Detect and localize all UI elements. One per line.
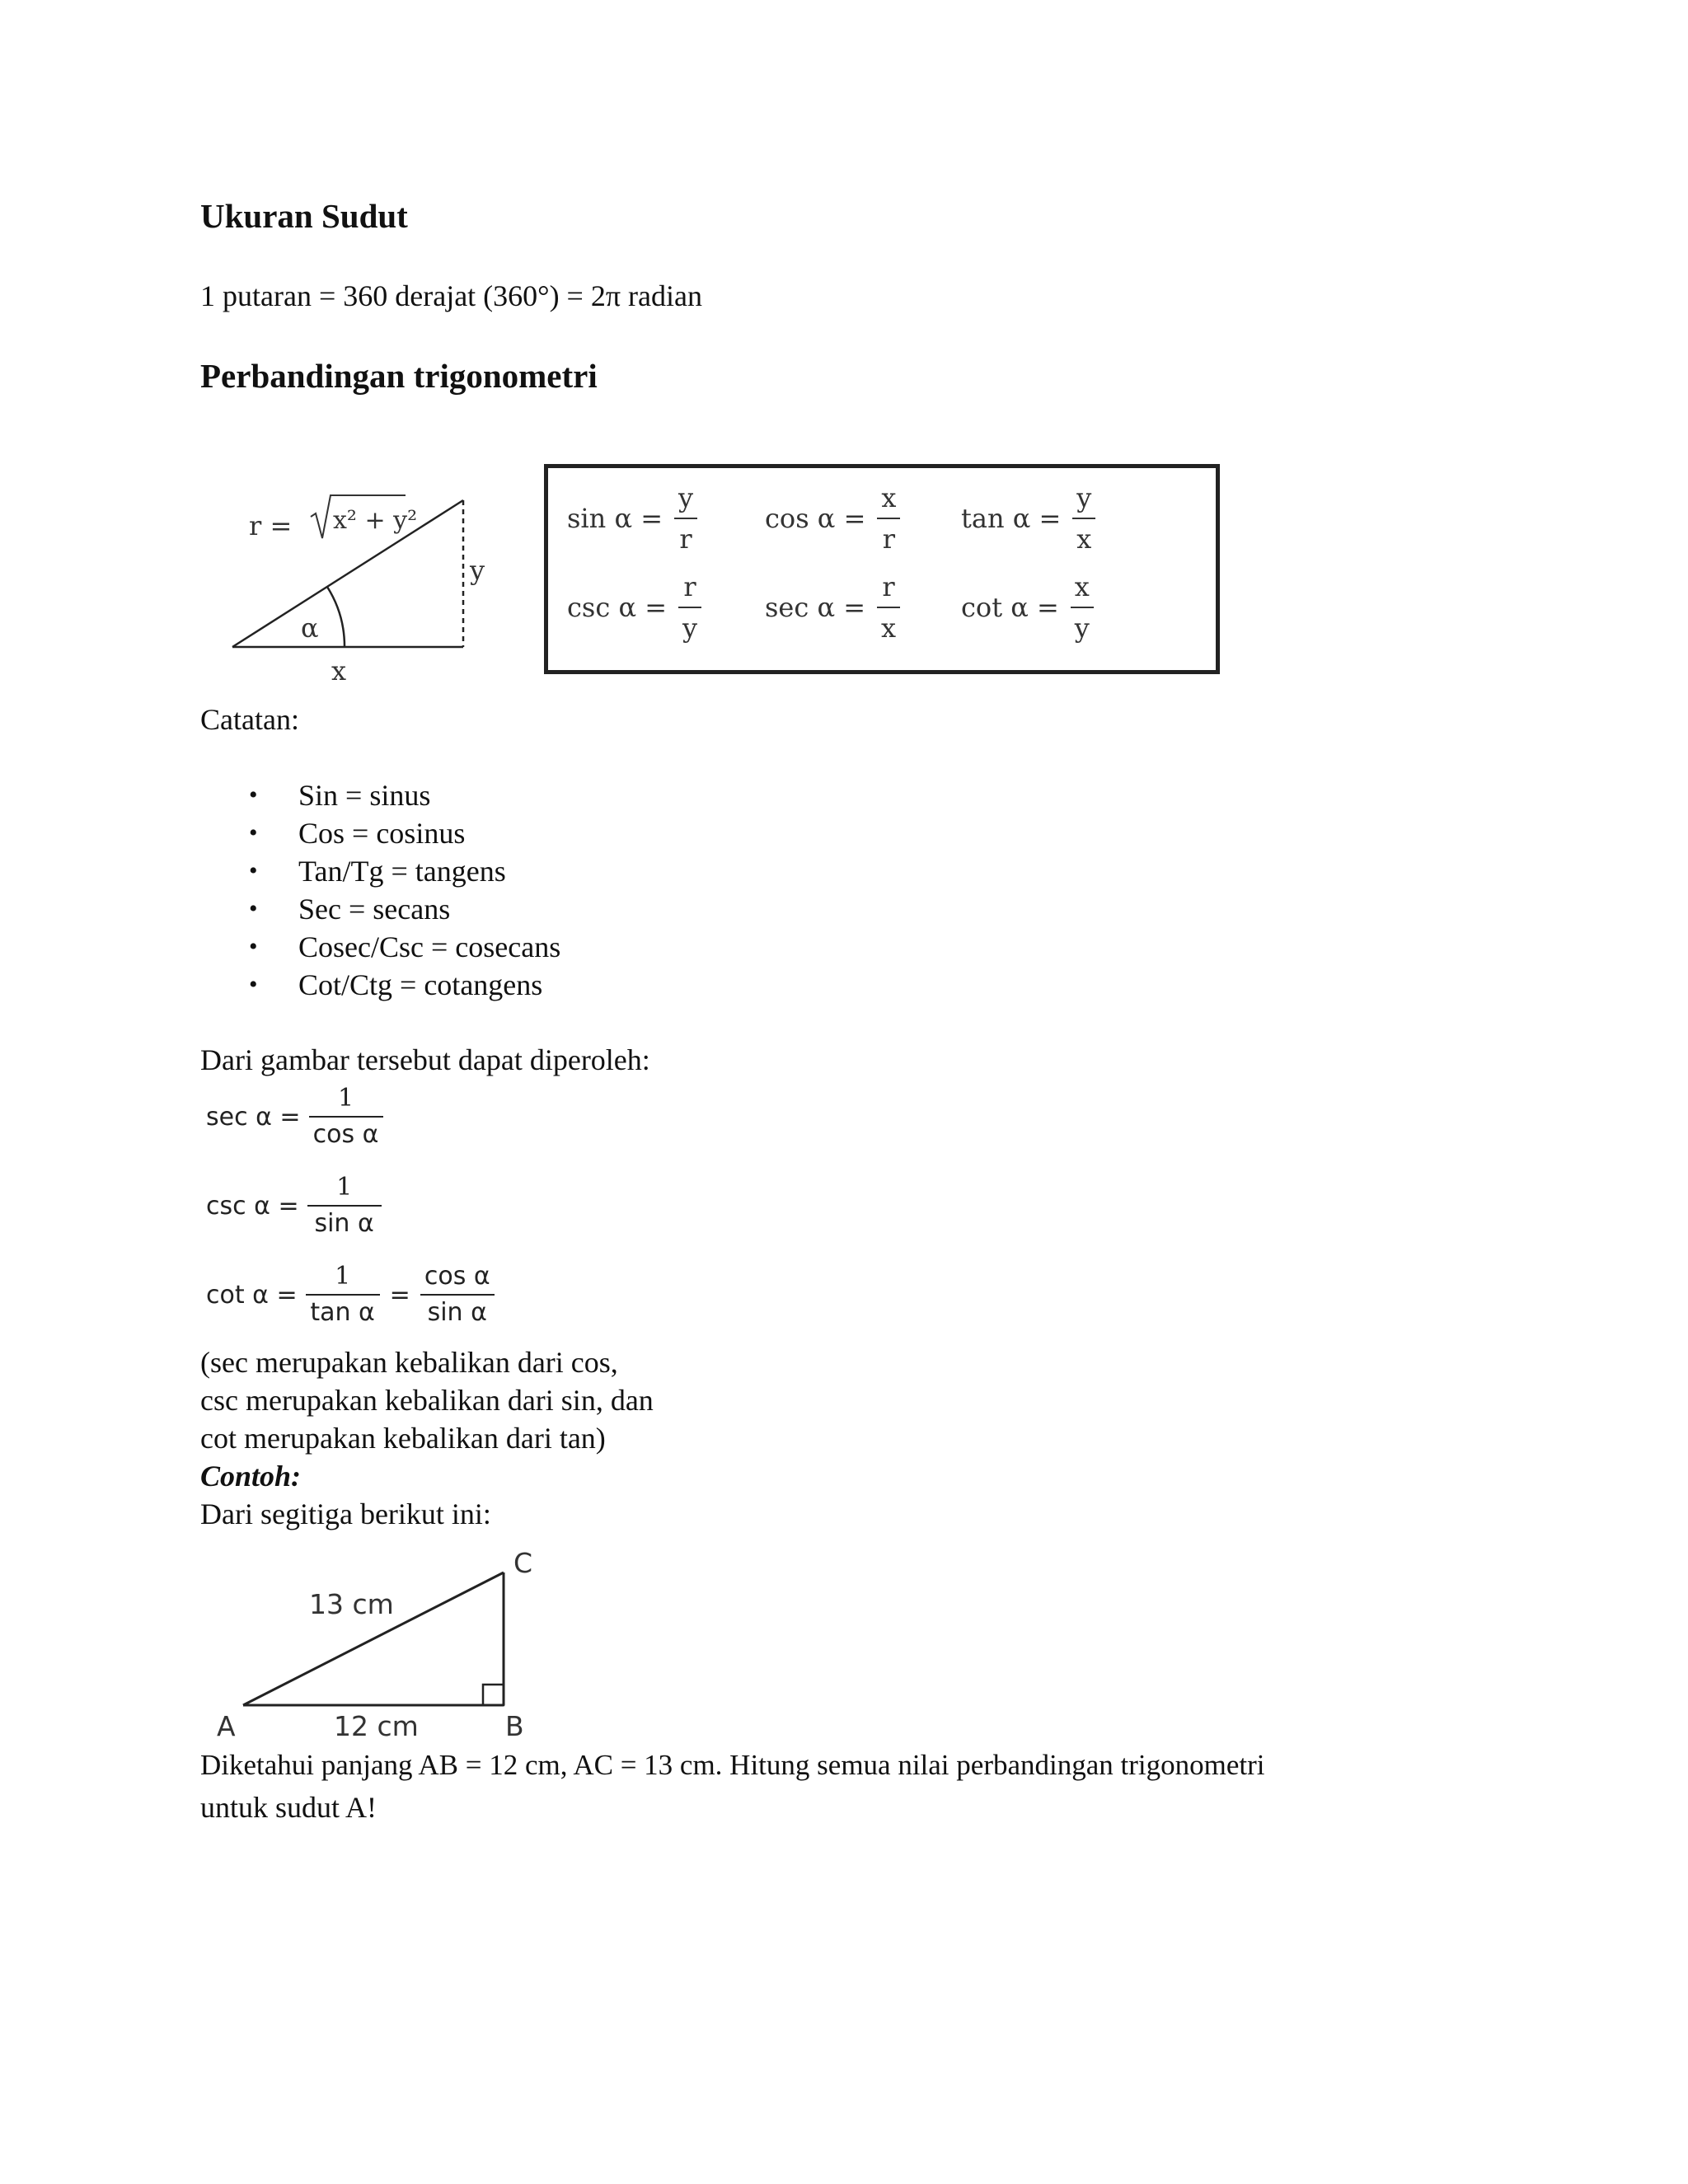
notes-heading: Catatan: bbox=[200, 703, 299, 736]
ratio-cot-num: x bbox=[1074, 571, 1090, 602]
vertex-c-label: C bbox=[513, 1547, 533, 1579]
note-text: Tan/Tg = tangens bbox=[298, 855, 506, 888]
formula-csc-den: sin α bbox=[314, 1209, 374, 1238]
ratio-csc-num: r bbox=[683, 571, 696, 602]
note-text: Sin = sinus bbox=[298, 779, 431, 812]
vertex-b-label: B bbox=[505, 1710, 524, 1742]
formula-sec-den: cos α bbox=[312, 1120, 379, 1149]
list-item bbox=[249, 928, 561, 966]
explanation-line: (sec merupakan kebalikan dari cos, bbox=[200, 1346, 618, 1379]
ratio-sec-den: x bbox=[881, 612, 897, 644]
ratio-cot-den: y bbox=[1074, 612, 1090, 644]
ratio-csc-lhs: csc α = bbox=[567, 592, 668, 623]
ratio-cos-lhs: cos α = bbox=[765, 503, 866, 534]
ratio-sin bbox=[567, 482, 697, 555]
sqrt-expression: x² + y² bbox=[333, 506, 418, 535]
bullet-icon: • bbox=[249, 895, 258, 922]
problem-line: untuk sudut A! bbox=[200, 1791, 377, 1824]
formula-sec-lhs: sec α = bbox=[206, 1102, 301, 1132]
ratio-sin-den: r bbox=[679, 523, 692, 555]
derived-intro: Dari gambar tersebut dapat diperoleh: bbox=[200, 1043, 650, 1076]
formula-cot bbox=[206, 1264, 495, 1325]
alpha-arc bbox=[327, 587, 345, 647]
ratio-sec-num: r bbox=[882, 571, 895, 602]
note-text: Cosec/Csc = cosecans bbox=[298, 930, 561, 963]
example-intro: Dari segitiga berikut ini: bbox=[200, 1497, 491, 1530]
ratio-cot-lhs: cot α = bbox=[961, 592, 1059, 623]
ratio-csc-den: y bbox=[682, 612, 698, 644]
formula-cot-num2: cos α bbox=[424, 1262, 490, 1291]
bullet-icon: • bbox=[249, 933, 258, 960]
x-label: x bbox=[331, 655, 347, 687]
ratio-tan bbox=[961, 482, 1095, 555]
bullet-icon: • bbox=[249, 971, 258, 998]
list-item bbox=[249, 776, 560, 814]
ratio-sec-lhs: sec α = bbox=[765, 592, 866, 623]
formula-cot-den2: sin α bbox=[427, 1298, 487, 1327]
right-angle-marker bbox=[483, 1685, 504, 1705]
hypotenuse-label: 13 cm bbox=[309, 1588, 394, 1620]
problem-line: Diketahui panjang AB = 12 cm, AC = 13 cm. Hitung semua nilai perbandingan trigonometri bbox=[200, 1749, 1265, 1781]
section-title-ukuran-sudut: Ukuran Sudut bbox=[200, 197, 408, 235]
explanation-line: csc merupakan kebalikan dari sin, dan bbox=[200, 1384, 654, 1417]
note-text: Sec = secans bbox=[298, 893, 451, 926]
ratio-sin-lhs: sin α = bbox=[567, 503, 663, 534]
triangle-diagram-general bbox=[223, 490, 519, 696]
formula-cot-den: tan α bbox=[310, 1298, 375, 1327]
y-label: y bbox=[470, 555, 485, 586]
formula-csc-lhs: csc α = bbox=[206, 1191, 299, 1221]
formula-sec-num: 1 bbox=[338, 1084, 354, 1113]
explanation-line: cot merupakan kebalikan dari tan) bbox=[200, 1422, 606, 1455]
formula-csc bbox=[206, 1175, 382, 1236]
ratio-cos-num: x bbox=[881, 482, 897, 513]
ratio-sin-num: y bbox=[678, 482, 694, 513]
triangle-diagram-abc bbox=[210, 1545, 556, 1751]
list-item bbox=[249, 852, 560, 890]
r-label: r = bbox=[249, 510, 293, 541]
angle-measure-line: 1 putaran = 360 derajat (360°) = 2π radian bbox=[200, 279, 702, 312]
ratio-tan-num: y bbox=[1076, 482, 1092, 513]
ratio-csc bbox=[567, 571, 701, 644]
section-title-perbandingan: Perbandingan trigonometri bbox=[200, 357, 598, 395]
list-item bbox=[249, 966, 560, 1004]
ratio-tan-den: x bbox=[1076, 523, 1092, 555]
note-text: Cos = cosinus bbox=[298, 817, 466, 850]
ratio-sec bbox=[765, 571, 900, 644]
base-label: 12 cm bbox=[334, 1710, 419, 1742]
vertex-a-label: A bbox=[217, 1710, 236, 1742]
notes-list bbox=[249, 776, 561, 1004]
list-item bbox=[249, 890, 560, 928]
alpha-label: α bbox=[301, 612, 319, 644]
formula-sec bbox=[206, 1086, 383, 1147]
formula-cot-num: 1 bbox=[335, 1262, 351, 1291]
ratio-cos bbox=[765, 482, 900, 555]
formula-cot-lhs: cot α = bbox=[206, 1280, 298, 1310]
ratio-tan-lhs: tan α = bbox=[961, 503, 1062, 534]
ratio-cos-den: r bbox=[882, 523, 896, 555]
example-heading: Contoh: bbox=[200, 1460, 302, 1493]
formula-csc-num: 1 bbox=[336, 1173, 353, 1202]
note-text: Cot/Ctg = cotangens bbox=[298, 968, 543, 1001]
formula-cot-equals: = bbox=[389, 1280, 410, 1310]
ratio-cot bbox=[961, 571, 1094, 644]
list-item bbox=[249, 814, 560, 852]
bullet-icon: • bbox=[249, 781, 258, 808]
bullet-icon: • bbox=[249, 819, 258, 846]
bullet-icon: • bbox=[249, 857, 258, 884]
